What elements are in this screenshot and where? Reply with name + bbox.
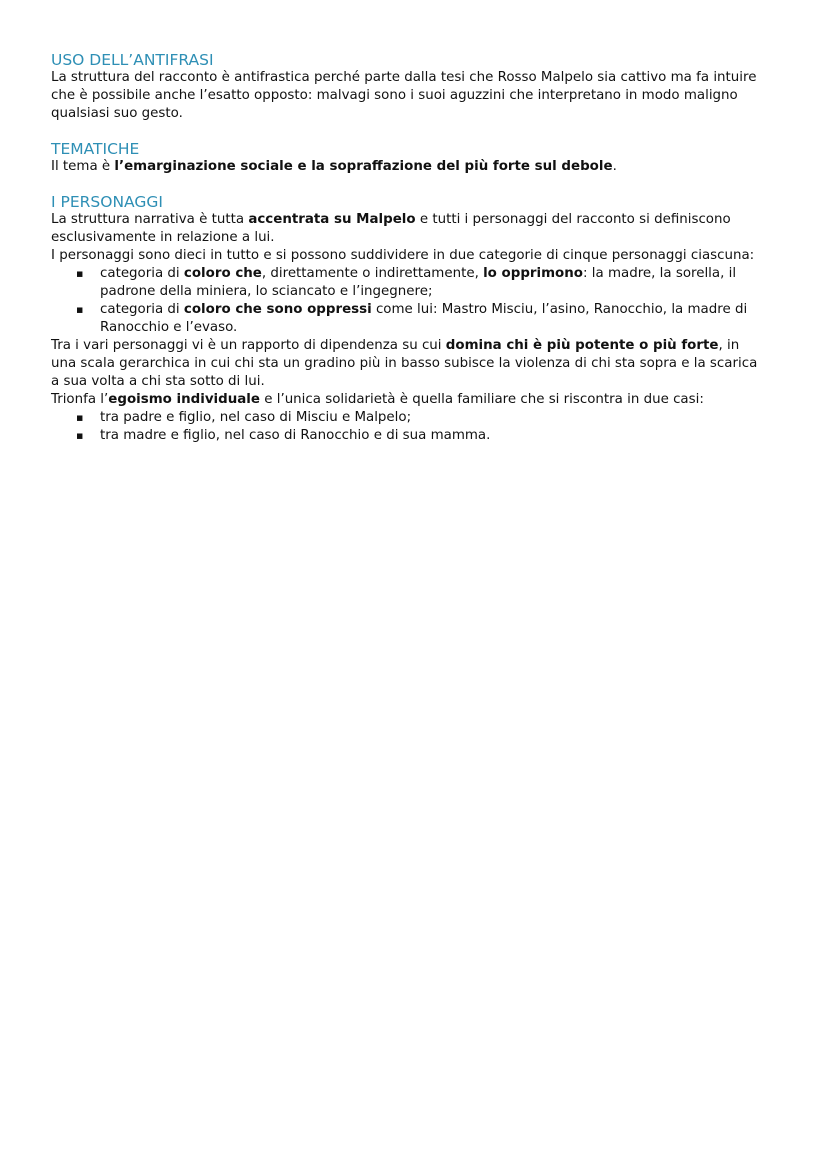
text-run: e tutti i personaggi del racconto si definiscono esclusivamente in relazione a lui. xyxy=(51,212,731,245)
bullet-icon: ▪ xyxy=(76,303,84,316)
bold-text: lo opprimono xyxy=(483,266,583,281)
text-run: , in una scala gerarchica in cui chi sta un gradino più in basso subisce la violenza di chi sta sopra e la scarica a sua volta a chi sta sotto di lui. xyxy=(51,338,758,389)
paragraph xyxy=(51,391,768,409)
list-item xyxy=(76,265,768,301)
list-item xyxy=(76,409,768,427)
paragraph: I personaggi sono dieci in tutto e si possono suddividere in due categorie di cinque personaggi ciascuna: xyxy=(51,248,755,263)
list-item xyxy=(76,301,768,337)
paragraph xyxy=(51,158,768,176)
bullet-list xyxy=(51,409,768,445)
section-personaggi xyxy=(51,193,768,445)
text-run: tra padre e figlio, nel caso di Misciu e Malpelo; xyxy=(100,410,412,425)
bold-text: egoismo individuale xyxy=(108,392,260,407)
bullet-icon: ▪ xyxy=(76,411,84,424)
list-item xyxy=(76,427,768,445)
paragraph xyxy=(51,211,768,247)
paragraph xyxy=(51,337,768,391)
section-heading: USO DELL’ANTIFRASI xyxy=(51,51,214,69)
text-run: , direttamente o indirettamente, xyxy=(261,266,484,281)
bullet-list xyxy=(51,265,768,337)
paragraph: La struttura del racconto è antifrastica perché parte dalla tesi che Rosso Malpelo sia cattivo ma fa intuire che è possibile anche l’esatto opposto: malvagi sono i suoi aguzzini che interpretano in modo maligno qualsiasi suo gesto. xyxy=(51,70,757,121)
text-run: tra madre e figlio, nel caso di Ranocchio e di sua mamma. xyxy=(100,428,491,443)
bold-text: accentrata su Malpelo xyxy=(248,212,416,227)
text-run: come lui: Mastro Misciu, l’asino, Ranocchio, la madre di Ranocchio e l’evaso. xyxy=(100,302,748,335)
text-run: categoria di xyxy=(100,302,184,317)
text-run: : la madre, la sorella, il padrone della miniera, lo sciancato e l’ingegnere; xyxy=(100,266,737,299)
text-run: Trionfa l’ xyxy=(51,392,109,407)
text-run: Il tema è xyxy=(51,159,115,174)
bold-text: l’emarginazione sociale e la sopraffazione del più forte sul debole xyxy=(114,159,613,174)
text-run: La struttura narrativa è tutta xyxy=(51,212,249,227)
bold-text: coloro che sono oppressi xyxy=(183,302,372,317)
bullet-icon: ▪ xyxy=(76,429,84,442)
section-heading: I PERSONAGGI xyxy=(51,193,163,211)
bold-text: coloro che xyxy=(183,266,262,281)
section-antifrasi xyxy=(51,51,768,123)
section-tematiche xyxy=(51,140,768,176)
bold-text: domina chi è più potente o più forte xyxy=(445,338,719,353)
text-run: categoria di xyxy=(100,266,184,281)
bullet-icon: ▪ xyxy=(76,267,84,280)
text-run: Tra i vari personaggi vi è un rapporto di dipendenza su cui xyxy=(51,338,446,353)
text-run: e l’unica solidarietà è quella familiare che si riscontra in due casi: xyxy=(259,392,704,407)
text-run: . xyxy=(612,159,617,174)
section-heading: TEMATICHE xyxy=(51,140,140,158)
